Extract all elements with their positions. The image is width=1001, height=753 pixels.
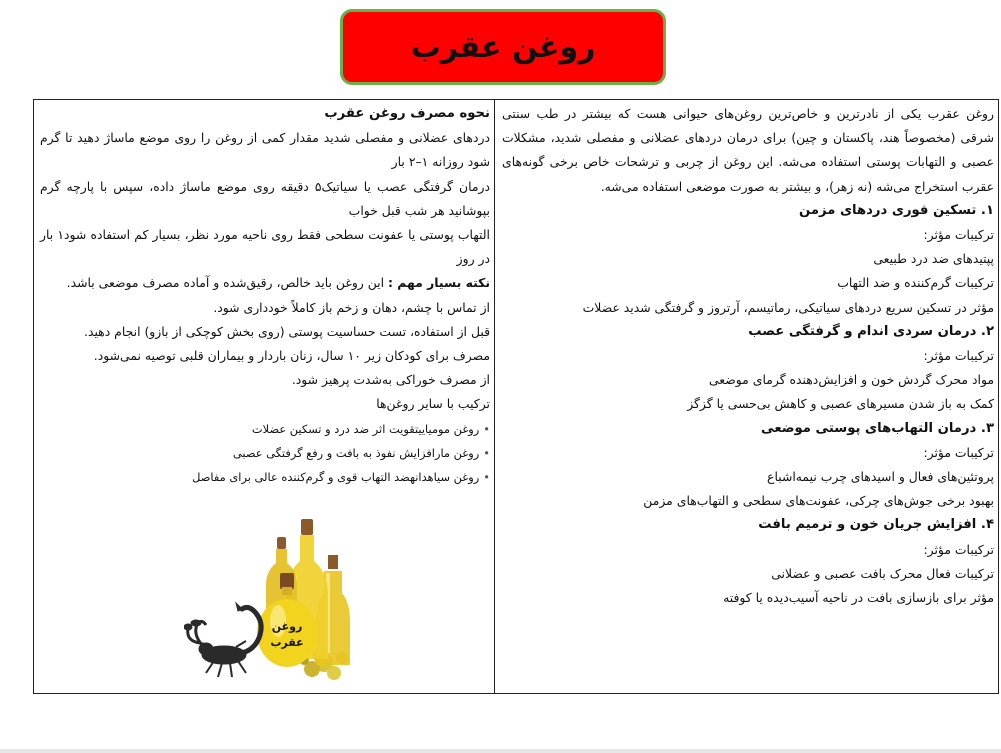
left-column [40,102,490,489]
section-line: بهبود برخی جوش‌های چرکی، عفونت‌های سطحی و التهاب‌های مزمن [643,493,994,509]
section-label: ترکیبات مؤثر: [923,444,994,460]
section-label: ترکیبات مؤثر: [923,227,994,243]
page-title: روغن عقرب [410,29,596,65]
combo-text: روغن مارافزایش نفوذ به بافت و رفع گرفتگی عصبی [232,445,480,460]
section-line: مواد محرک گردش خون و افزایش‌دهنده گرمای موضعی [708,372,994,388]
bottle-label-line2: عقرب [270,636,304,649]
section-line: مؤثر در تسکین سریع دردهای سیاتیکی، رماتیسم، آرتروز و گرفتگی شدید عضلات [582,299,994,315]
content-table [33,99,999,694]
section-heading: ۲. درمان سردی اندام و گرفتگی عصب [748,323,994,339]
page-bottom-edge [0,749,1001,753]
combo-text: روغن سیاهدانهضد التهاب قوی و گرم‌کننده عالی برای مفاصل [192,470,480,485]
right-column [502,102,994,610]
section-line: پپتیدهای ضد درد طبیعی [873,251,994,267]
section-heading: ۴. افزایش جریان خون و ترمیم بافت [758,517,994,533]
section-line: مؤثر برای بازسازی بافت در ناحیه آسیب‌دیده یا کوفته [723,590,994,606]
combo-text: روغن مومیاییتقویت اثر ضد درد و تسکین عضلات [251,421,480,436]
bottle-label-line1: روغن [271,620,303,633]
warning-line: از تماس با چشم، دهان و زخم باز کاملاً خودداری شود. [213,299,490,315]
warning-line: از مصرف خوراکی به‌شدت پرهیز شود. [291,372,490,388]
important-note [40,271,490,295]
warning-line: قبل از استفاده، تست حساسیت پوستی (روی بخش کوچکی از بازو) انجام دهید. [84,323,490,339]
bullet-mark: • [483,421,490,436]
column-divider [494,100,495,693]
usage-item: دردهای عضلانی و مفصلی شدید مقدار کمی از روغن را روی موضع ماساژ دهید تا گرم شود روزانه ۱–۲ بار [40,130,490,170]
scorpion-icon [184,603,261,677]
section-label: ترکیبات مؤثر: [923,541,994,557]
combo-heading: ترکیب با سایر روغن‌ها [376,396,490,412]
combo-item [40,441,490,465]
usage-item: درمان گرفتگی عصب یا سیاتیک۵ دقیقه روی موضع ماساژ داده، سپس با پارچه گرم بپوشانید هر شب قبل خواب [40,178,490,218]
combo-item [40,417,490,441]
section-heading: ۱. تسکین فوری دردهای مزمن [798,202,994,218]
note-label: نکته بسیار مهم : [388,275,490,291]
scorpion-oil-image [184,515,354,680]
section-label: ترکیبات مؤثر: [923,348,994,364]
section-line: ترکیبات فعال محرک بافت عصبی و عضلانی [771,565,994,581]
note-text: این روغن باید خالص، رقیق‌شده و آماده مصرف موضعی باشد. [66,275,388,291]
section-line: پروتئین‌های فعال و اسیدهای چرب نیمه‌اشباع [767,469,994,485]
combo-item [40,465,490,489]
bullet-mark: • [483,445,490,460]
section-line: ترکیبات گرم‌کننده و ضد التهاب [837,275,994,291]
bullet-mark: • [483,470,490,485]
warning-line: مصرف برای کودکان زیر ۱۰ سال، زنان باردار و بیماران قلبی توصیه نمی‌شود. [93,348,490,364]
section-heading: ۳. درمان التهاب‌های پوستی موضعی [761,420,994,436]
title-banner [340,9,666,85]
section-line: کمک به باز شدن مسیرهای عصبی و کاهش بی‌حسی یا گزگز [687,396,994,412]
usage-heading: نحوه مصرف روغن عقرب [324,106,490,121]
intro-paragraph: روغن عقرب یکی از نادرترین و خاص‌ترین روغن‌های حیوانی هست که بیشتر در طب سنتی شرقی (مخصوصاً هند، پاکستان و چین) برای درمان دردهای عضلانی و مفصلی شدید، مشکلات عصبی و التهابات پوستی استفاده می‌شه. این روغن از چربی و ترشحات خاص برخی گونه‌های عقرب استخراج می‌شه (نه زهر)، و بیشتر به صورت موضعی استفاده می‌شه. [502,106,994,194]
usage-item: التهاب پوستی یا عفونت سطحی فقط روی ناحیه مورد نظر، بسیار کم استفاده شود۱ بار در روز [40,227,490,267]
